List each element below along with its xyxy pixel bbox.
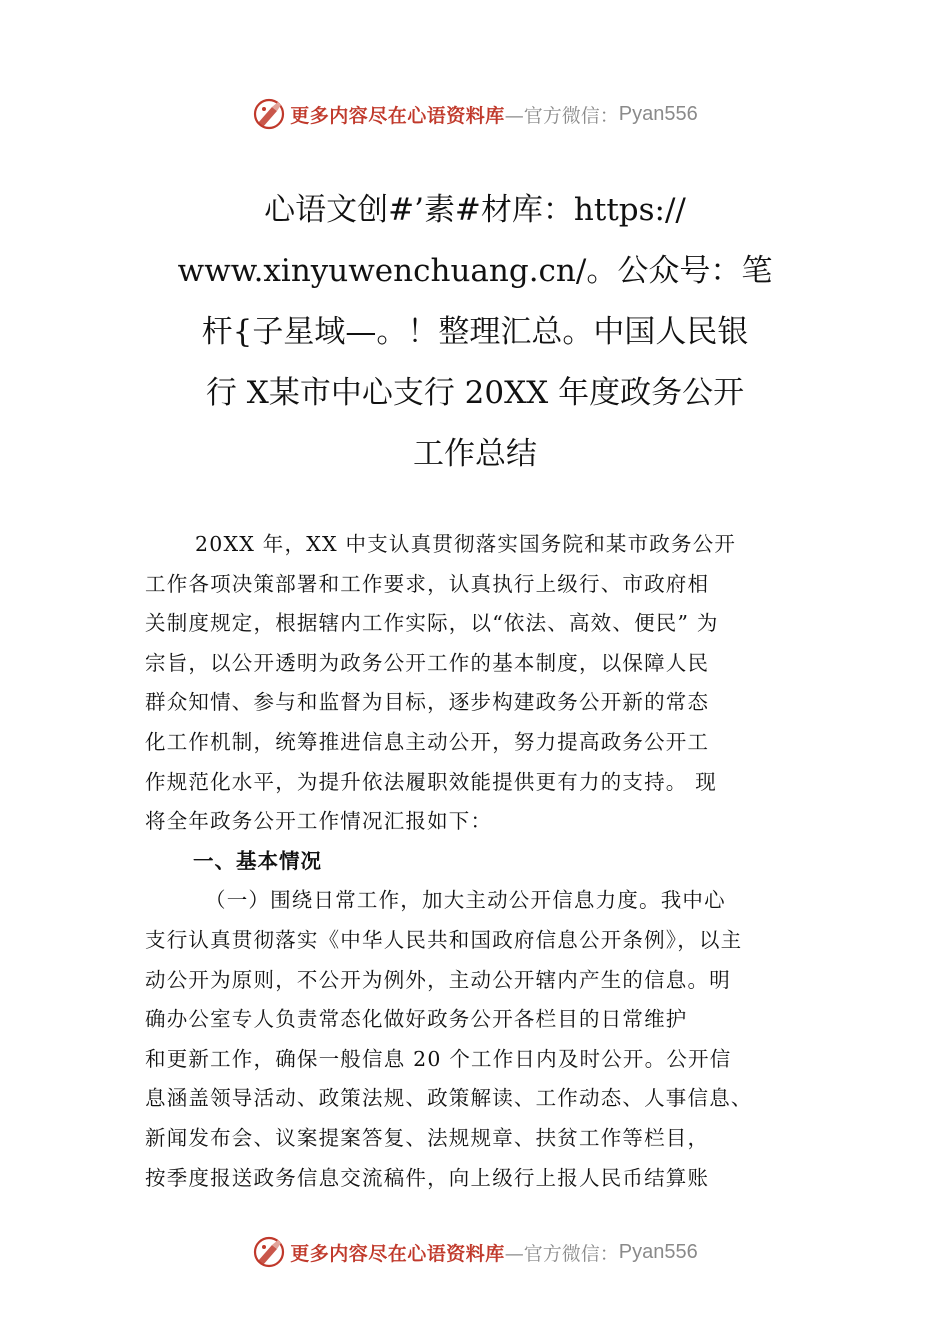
text-line: 新闻发布会、议案提案答复、法规规章、扶贫工作等栏目， bbox=[145, 1125, 710, 1150]
banner-wechat-label: —官方微信： bbox=[504, 104, 619, 127]
text-line: 作规范化水平，为提升依法履职效能提供更有力的支持。 现 bbox=[145, 769, 717, 794]
text-line: 确办公室专人负责常态化做好政务公开各栏目的日常维护 bbox=[145, 1007, 688, 1032]
banner-slogan: 更多内容尽在心语资料库 bbox=[290, 1242, 505, 1265]
banner-slogan: 更多内容尽在心语资料库 bbox=[290, 104, 505, 127]
text-line: 动公开为原则，不公开为例外，主动公开辖内产生的信息。明 bbox=[145, 967, 731, 992]
text-line: 宗旨，以公开透明为政务公开工作的基本制度，以保障人民 bbox=[145, 650, 710, 675]
title-line: 心语文创#’素#材库：https:// bbox=[264, 192, 686, 228]
paragraph-section1 bbox=[145, 881, 845, 1198]
title-line: 行 X某市中心支行 20XX 年度政务公开 bbox=[205, 375, 745, 411]
title-line: 工作总结 bbox=[413, 436, 537, 472]
text-line: 支行认真贯彻落实《中华人民共和国政府信息公开条例》，以主 bbox=[145, 927, 743, 952]
text-line: 关制度规定，根据辖内工作实际，以“依法、高效、便民” 为 bbox=[145, 611, 719, 636]
header-banner bbox=[0, 92, 950, 136]
text-line: 20XX 年，XX 中支认真贯彻落实国务院和某市政务公开 bbox=[195, 532, 737, 556]
text-line: 群众知情、参与和监督为目标，逐步构建政务公开新的常态 bbox=[145, 690, 710, 715]
paragraph-intro bbox=[145, 525, 845, 842]
pen-nib-logo-icon bbox=[252, 1235, 286, 1269]
title-line: www.xinyuwenchuang.cn/。公众号：笔 bbox=[177, 253, 773, 289]
text-line: 和更新工作，确保一般信息 20 个工作日内及时公开。公开信 bbox=[145, 1046, 732, 1071]
document-body bbox=[145, 525, 845, 1198]
banner-wechat-id: Pyan556 bbox=[618, 1240, 698, 1263]
banner-wechat-id: Pyan556 bbox=[618, 102, 698, 125]
text-line: 工作各项决策部署和工作要求，认真执行上级行、市政府相 bbox=[145, 571, 710, 596]
pen-nib-logo-icon bbox=[252, 97, 286, 131]
footer-banner bbox=[0, 1230, 950, 1274]
text-line: 化工作机制，统筹推进信息主动公开，努力提高政务公开工 bbox=[145, 729, 710, 754]
section-heading: 一、基本情况 bbox=[193, 848, 322, 873]
text-line: 按季度报送政务信息交流稿件，向上级行上报人民币结算账 bbox=[145, 1165, 710, 1190]
banner-wechat-label: —官方微信： bbox=[504, 1242, 619, 1265]
text-line: （一）围绕日常工作，加大主动公开信息力度。我中心 bbox=[205, 888, 726, 913]
document-title bbox=[150, 180, 800, 485]
title-line: 杆{子星域—。！整理汇总。中国人民银 bbox=[201, 314, 749, 350]
text-line: 息涵盖领导活动、政策法规、政策解读、工作动态、人事信息、 bbox=[145, 1086, 753, 1111]
text-line: 将全年政务公开工作情况汇报如下： bbox=[145, 809, 493, 834]
